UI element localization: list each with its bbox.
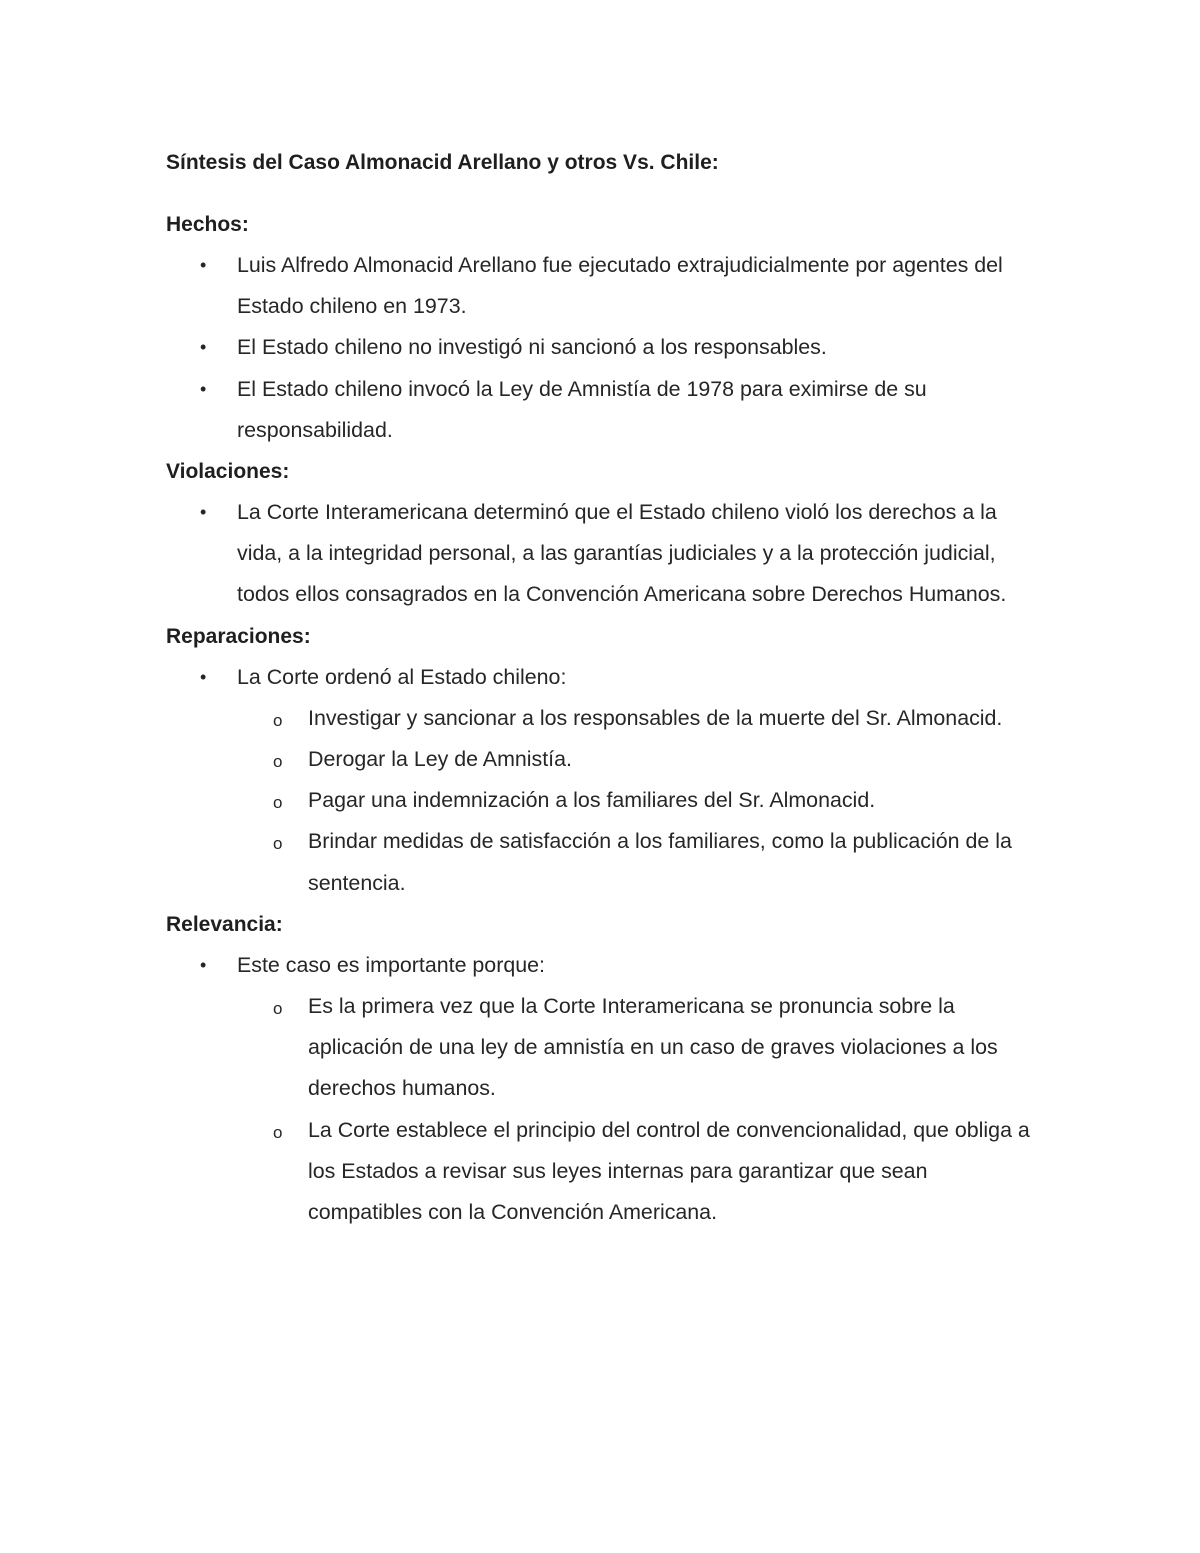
list-item [166, 492, 1046, 616]
circle-bullet-icon: o [273, 1122, 283, 1142]
title-spacer [166, 183, 1046, 204]
document-page [166, 142, 1046, 1233]
bullet-icon: • [200, 666, 207, 687]
bullet-icon: • [200, 502, 207, 523]
section-heading: Relevancia: [166, 912, 283, 936]
bullet-list [166, 492, 1046, 616]
list-item-text: El Estado chileno no investigó ni sancionó a los responsables. [237, 335, 827, 360]
sub-list [237, 698, 1046, 904]
bullet-list [166, 657, 1046, 904]
circle-bullet-icon: o [273, 793, 283, 813]
sub-list-item [237, 780, 1046, 821]
circle-bullet-icon: o [273, 999, 283, 1019]
section-relevancia [166, 904, 1046, 1233]
list-item-text: Luis Alfredo Almonacid Arellano fue ejecutado extrajudicialmente por agentes del Estado chileno en 1973. [237, 253, 1003, 319]
sub-list-item [237, 821, 1046, 903]
list-item-text: El Estado chileno invocó la Ley de Amnistía de 1978 para eximirse de su responsabilidad. [237, 376, 927, 442]
bullet-icon: • [200, 255, 207, 275]
list-item [166, 945, 1046, 1233]
list-item [166, 327, 1046, 368]
sub-list-item-text: La Corte establece el principio del control de convencionalidad, que obliga a los Estados a revisar sus leyes internas para garantizar que sean compatibles con la Convención Americana. [308, 1117, 1030, 1225]
bullet-list [166, 945, 1046, 1233]
sub-list-item [237, 698, 1046, 739]
list-item [166, 245, 1046, 327]
section-violaciones [166, 451, 1046, 616]
circle-bullet-icon: o [273, 752, 283, 772]
bullet-list [166, 245, 1046, 451]
bullet-icon: • [200, 954, 207, 975]
section-hechos [166, 204, 1046, 451]
bullet-icon: • [200, 337, 207, 358]
list-item [166, 657, 1046, 904]
list-item-text: La Corte Interamericana determinó que el Estado chileno violó los derechos a la vida, a la integridad personal, a las garantías judiciales y a la protección judicial, todos ellos consagrados en la Convención Americana sobre Derechos Humanos. [237, 500, 1007, 607]
sub-list-item-text: Derogar la Ley de Amnistía. [308, 747, 572, 772]
section-heading: Hechos: [166, 213, 249, 236]
sub-list-item [237, 986, 1046, 1110]
circle-bullet-icon: o [273, 710, 283, 730]
section-heading: Reparaciones: [166, 624, 311, 648]
sub-list-item [237, 739, 1046, 780]
list-item-text: Este caso es importante porque: [237, 952, 545, 977]
circle-bullet-icon: o [273, 834, 283, 854]
list-item-text: La Corte ordenó al Estado chileno: [237, 664, 567, 689]
section-reparaciones [166, 616, 1046, 904]
sub-list-item-text: Es la primera vez que la Corte Interamericana se pronuncia sobre la aplicación de una ley de amnistía en un caso de graves violaciones a los derechos humanos. [308, 994, 998, 1101]
sub-list [237, 986, 1046, 1233]
section-heading: Violaciones: [166, 460, 290, 484]
list-item [166, 369, 1046, 451]
sub-list-item-text: Pagar una indemnización a los familiares del Sr. Almonacid. [308, 788, 876, 813]
sub-list-item-text: Investigar y sancionar a los responsables de la muerte del Sr. Almonacid. [308, 705, 1003, 730]
document-title: Síntesis del Caso Almonacid Arellano y otros Vs. Chile: [166, 151, 719, 174]
sub-list-item-text: Brindar medidas de satisfacción a los familiares, como la publicación de la sentencia. [308, 829, 1012, 895]
bullet-icon: • [200, 378, 207, 399]
sub-list-item [237, 1110, 1046, 1234]
